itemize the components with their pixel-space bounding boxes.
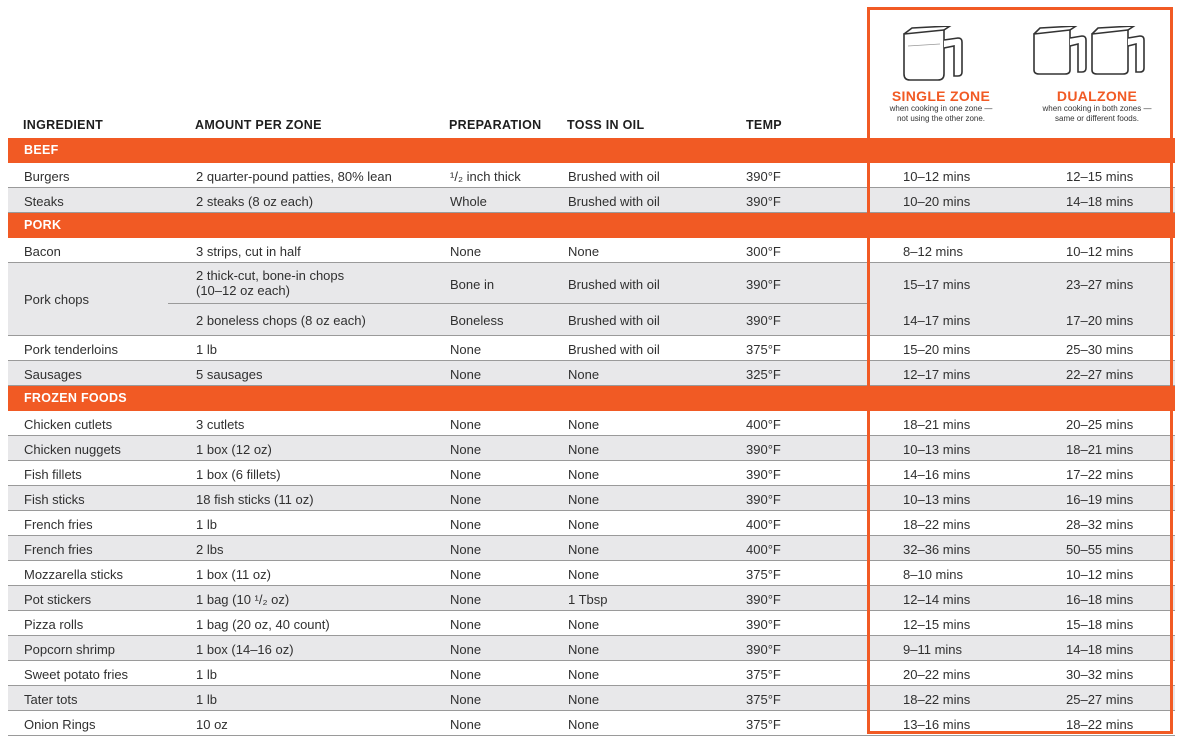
cell-amount: 1 bag (10 ¹/₂ oz) [196, 592, 290, 607]
cell-ingredient: Pork tenderloins [24, 342, 118, 357]
cell-oil: Brushed with oil [568, 342, 660, 357]
cell-temp: 300°F [746, 244, 781, 259]
cell-single: 14–16 mins [903, 467, 971, 482]
cell-single: 20–22 mins [903, 667, 971, 682]
cell-prep: None [450, 492, 482, 507]
cell-ingredient: Steaks [24, 194, 64, 209]
cell-oil: None [568, 367, 600, 382]
cell-single: 18–22 mins [903, 517, 971, 532]
cell-dual: 30–32 mins [1066, 667, 1134, 682]
cell-dual: 22–27 mins [1066, 367, 1134, 382]
row-divider [8, 735, 1175, 736]
dual-zone-subtitle-2: same or different foods. [1055, 114, 1139, 123]
cell-dual: 16–19 mins [1066, 492, 1134, 507]
cell-prep: None [450, 717, 482, 732]
cell-prep: None [450, 342, 482, 357]
single-zone-subtitle-2: not using the other zone. [896, 114, 986, 123]
cell-oil: None [568, 617, 600, 632]
cell-dual: 25–30 mins [1066, 342, 1134, 357]
cell-amount: 1 lb [196, 692, 217, 707]
cell-amount: 3 cutlets [196, 417, 245, 432]
cell-prep: None [450, 417, 482, 432]
cell-ingredient: Pizza rolls [24, 617, 84, 632]
cell-temp: 375°F [746, 667, 781, 682]
cell-oil: None [568, 642, 600, 657]
cell-oil: None [568, 467, 600, 482]
cell-dual: 28–32 mins [1066, 517, 1134, 532]
cell-ingredient: Pot stickers [24, 592, 92, 607]
cell-amount: (10–12 oz each) [196, 283, 290, 298]
cell-prep: None [450, 517, 482, 532]
cell-prep: None [450, 367, 482, 382]
cell-temp: 390°F [746, 277, 781, 292]
cell-amount: 2 thick-cut, bone-in chops [196, 268, 345, 283]
cell-prep: Boneless [450, 313, 504, 328]
zone-highlight-frame [867, 7, 1173, 734]
cell-temp: 400°F [746, 517, 781, 532]
cell-prep: None [450, 244, 482, 259]
cell-ingredient: Popcorn shrimp [24, 642, 116, 657]
cell-ingredient: Sausages [24, 367, 82, 382]
cell-oil: None [568, 692, 600, 707]
cell-oil: Brushed with oil [568, 169, 660, 184]
cell-single: 9–11 mins [903, 642, 963, 657]
cell-temp: 400°F [746, 542, 781, 557]
cell-ingredient: Chicken nuggets [24, 442, 121, 457]
cell-temp: 375°F [746, 717, 781, 732]
cell-temp: 390°F [746, 442, 781, 457]
cell-oil: 1 Tbsp [568, 592, 608, 607]
cell-amount: 2 boneless chops (8 oz each) [196, 313, 366, 328]
cell-oil: None [568, 667, 600, 682]
cell-oil: None [568, 517, 600, 532]
cell-prep: None [450, 567, 482, 582]
cell-ingredient: Pork chops [24, 292, 90, 307]
cell-single: 18–22 mins [903, 692, 971, 707]
cell-amount: 2 lbs [196, 542, 224, 557]
cell-temp: 325°F [746, 367, 781, 382]
cell-ingredient: Sweet potato fries [24, 667, 129, 682]
cell-dual: 16–18 mins [1066, 592, 1134, 607]
cell-amount: 18 fish sticks (11 oz) [196, 492, 314, 507]
cell-oil: Brushed with oil [568, 194, 660, 209]
cell-single: 10–13 mins [903, 442, 971, 457]
cell-temp: 390°F [746, 617, 781, 632]
cell-temp: 390°F [746, 592, 781, 607]
column-header-toss-in-oil: TOSS IN OIL [567, 118, 645, 132]
cell-amount: 1 lb [196, 342, 217, 357]
cell-temp: 390°F [746, 169, 781, 184]
cell-single: 12–17 mins [903, 367, 971, 382]
cell-prep: None [450, 667, 482, 682]
cell-temp: 400°F [746, 417, 781, 432]
cell-single: 10–20 mins [903, 194, 971, 209]
cell-ingredient: Onion Rings [24, 717, 96, 732]
cell-single: 8–12 mins [903, 244, 963, 259]
cell-prep: ¹/₂ inch thick [450, 169, 521, 184]
cell-prep: None [450, 642, 482, 657]
dual-zone-subtitle-1: when cooking in both zones — [1042, 104, 1152, 113]
cell-single: 13–16 mins [903, 717, 971, 732]
cell-single: 15–20 mins [903, 342, 971, 357]
cell-single: 10–12 mins [903, 169, 971, 184]
column-header-amount: AMOUNT PER ZONE [195, 118, 322, 132]
cell-dual: 18–22 mins [1066, 717, 1134, 732]
cell-oil: Brushed with oil [568, 277, 660, 292]
cell-amount: 10 oz [196, 717, 228, 732]
cell-oil: None [568, 442, 600, 457]
single-zone-title: SINGLE ZONE [891, 88, 991, 104]
cell-amount: 1 bag (20 oz, 40 count) [196, 617, 330, 632]
cell-oil: None [568, 417, 600, 432]
cell-dual: 25–27 mins [1066, 692, 1134, 707]
cell-prep: Whole [450, 194, 487, 209]
cell-temp: 390°F [746, 194, 781, 209]
cell-amount: 1 box (12 oz) [196, 442, 272, 457]
cell-single: 15–17 mins [903, 277, 971, 292]
cell-dual: 14–18 mins [1066, 642, 1134, 657]
cell-ingredient: BEEF [24, 143, 59, 157]
cell-single: 8–10 mins [903, 567, 963, 582]
cell-dual: 12–15 mins [1066, 169, 1134, 184]
cell-dual: 10–12 mins [1066, 567, 1134, 582]
cell-ingredient: PORK [24, 218, 62, 232]
cell-temp: 390°F [746, 313, 781, 328]
cell-temp: 390°F [746, 467, 781, 482]
cell-ingredient: FROZEN FOODS [24, 391, 127, 405]
dual-zone-title: DUALZONE [1056, 88, 1138, 104]
cell-prep: None [450, 617, 482, 632]
cell-oil: None [568, 492, 600, 507]
cell-ingredient: Fish fillets [24, 467, 82, 482]
cell-dual: 20–25 mins [1066, 417, 1134, 432]
cell-dual: 17–22 mins [1066, 467, 1134, 482]
row-divider [168, 303, 868, 304]
cell-ingredient: Tater tots [24, 692, 78, 707]
cell-prep: None [450, 542, 482, 557]
cell-prep: None [450, 442, 482, 457]
cell-ingredient: Burgers [24, 169, 70, 184]
cell-amount: 1 box (11 oz) [196, 567, 271, 582]
cell-ingredient: French fries [24, 517, 93, 532]
cell-temp: 390°F [746, 642, 781, 657]
cell-amount: 2 steaks (8 oz each) [196, 194, 314, 209]
cell-temp: 390°F [746, 492, 781, 507]
cell-oil: None [568, 567, 600, 582]
cell-prep: Bone in [450, 277, 495, 292]
cell-prep: None [450, 467, 482, 482]
cell-single: 12–14 mins [903, 592, 971, 607]
cell-amount: 2 quarter-pound patties, 80% lean [196, 169, 392, 184]
cell-amount: 1 lb [196, 517, 217, 532]
column-header-temp: TEMP [746, 118, 782, 132]
cell-dual: 17–20 mins [1066, 313, 1134, 328]
cell-ingredient: Bacon [24, 244, 61, 259]
cell-single: 32–36 mins [903, 542, 971, 557]
cell-amount: 1 box (6 fillets) [196, 467, 281, 482]
cell-ingredient: Chicken cutlets [24, 417, 113, 432]
cell-oil: Brushed with oil [568, 313, 660, 328]
cell-single: 12–15 mins [903, 617, 971, 632]
cell-dual: 18–21 mins [1066, 442, 1134, 457]
cell-temp: 375°F [746, 692, 781, 707]
cell-prep: None [450, 692, 482, 707]
cell-amount: 5 sausages [196, 367, 263, 382]
cell-single: 14–17 mins [903, 313, 971, 328]
cell-ingredient: French fries [24, 542, 93, 557]
cell-dual: 50–55 mins [1066, 542, 1134, 557]
cell-dual: 23–27 mins [1066, 277, 1134, 292]
cell-dual: 15–18 mins [1066, 617, 1134, 632]
cell-dual: 14–18 mins [1066, 194, 1134, 209]
column-header-ingredient: INGREDIENT [23, 118, 104, 132]
single-zone-subtitle-1: when cooking in one zone — [889, 104, 993, 113]
cell-oil: None [568, 244, 600, 259]
cell-single: 10–13 mins [903, 492, 971, 507]
cell-temp: 375°F [746, 342, 781, 357]
cell-amount: 1 box (14–16 oz) [196, 642, 294, 657]
cell-temp: 375°F [746, 567, 781, 582]
cell-ingredient: Mozzarella sticks [24, 567, 123, 582]
cell-ingredient: Fish sticks [24, 492, 85, 507]
cell-amount: 1 lb [196, 667, 217, 682]
cell-oil: None [568, 717, 600, 732]
cell-oil: None [568, 542, 600, 557]
column-header-preparation: PREPARATION [449, 118, 542, 132]
cell-amount: 3 strips, cut in half [196, 244, 301, 259]
cell-prep: None [450, 592, 482, 607]
cell-dual: 10–12 mins [1066, 244, 1134, 259]
cell-single: 18–21 mins [903, 417, 971, 432]
